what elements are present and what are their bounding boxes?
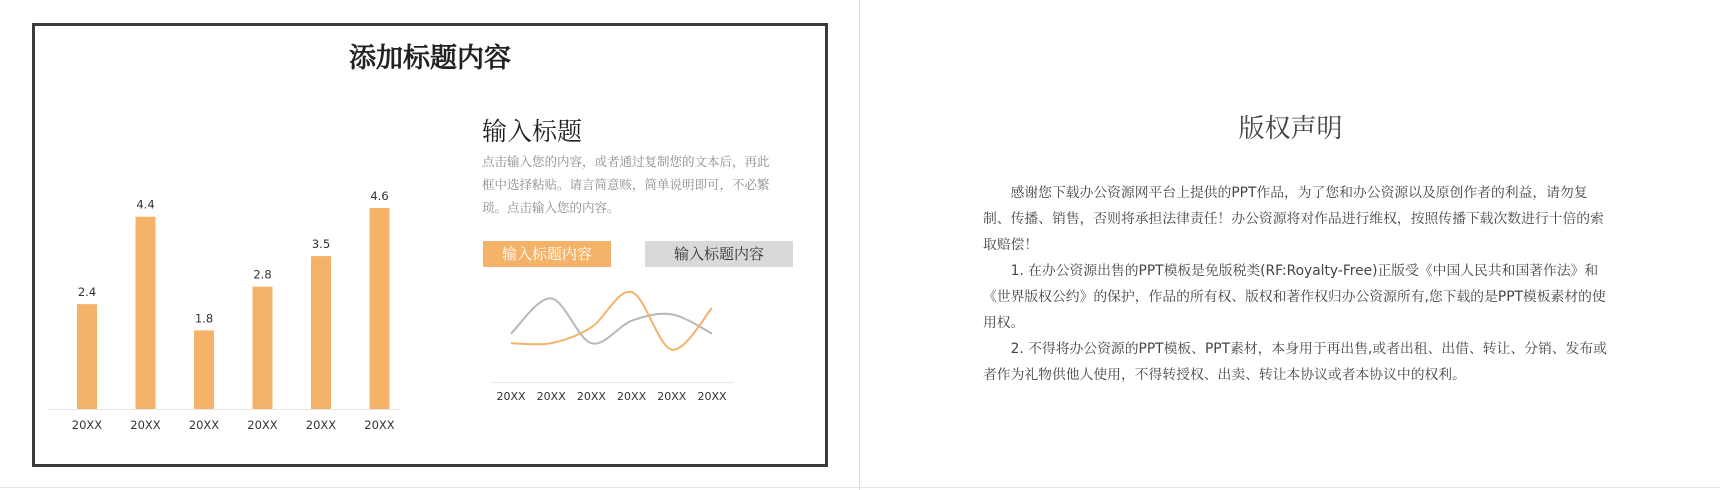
bar: [136, 217, 156, 409]
page-title: 添加标题内容: [349, 43, 511, 74]
x-tick-label: 20XX: [247, 418, 278, 432]
data-label: 3.5: [311, 237, 331, 252]
bar: [253, 287, 273, 409]
section-title: 输入标题: [482, 117, 583, 146]
x-tick-label: 20XX: [305, 418, 337, 432]
slide-copyright: [861, 0, 1720, 490]
data-label: 1.8: [194, 311, 214, 326]
copyright-paragraph: 感谢您下载办公资源网平台上提供的PPT作品，为了您和办公资源以及原创作者的利益，请勿复制、传播、销售，否则将承担法律责任！办公资源将对作品进行维权，按照传播下载次数进行十倍的索取赔偿！: [983, 185, 1604, 253]
slide-chart: [32, 23, 828, 467]
data-label: 4.6: [370, 189, 389, 203]
slide-divider: [859, 0, 860, 490]
bar: [370, 208, 390, 409]
x-tick-label: 20XX: [617, 390, 647, 403]
bar-chart: [49, 176, 469, 446]
x-tick-label: 20XX: [536, 390, 566, 403]
series-line: [511, 292, 712, 350]
data-label: 2.8: [253, 267, 272, 282]
secondary-title-button[interactable]: 输入标题内容: [645, 241, 793, 267]
x-tick-label: 20XX: [697, 390, 727, 403]
x-tick-label: 20XX: [71, 418, 103, 432]
data-label: 2.4: [77, 285, 97, 300]
x-tick-label: 20XX: [657, 390, 687, 403]
x-tick-label: 20XX: [130, 418, 161, 432]
x-tick-label: 20XX: [188, 418, 220, 432]
bar: [311, 256, 331, 409]
page-bottom-border: [0, 487, 1720, 488]
bar: [194, 330, 214, 409]
x-tick-label: 20XX: [364, 418, 395, 432]
x-tick-label: 20XX: [576, 390, 606, 403]
bar: [77, 304, 97, 409]
copyright-body: [983, 180, 1608, 388]
description-text: 点击输入您的内容，或者通过复制您的文本后，再此框中选择粘贴。请言简意赅，简单说明即可，不必繁琐。点击输入您的内容。: [482, 154, 770, 215]
line-chart: [491, 284, 791, 444]
copyright-paragraph: 2. 不得将办公资源的PPT模板、PPT素材，本身用于再出售,或者出租、出借、转让、分销、发布或者作为礼物供他人使用，不得转授权、出卖、转让本协议或者本协议中的权利。: [983, 341, 1607, 383]
copyright-paragraph: 1. 在办公资源出售的PPT模板是免版税类(RF:Royalty-Free)正版受《中国人民共和国著作法》和《世界版权公约》的保护，作品的所有权、版权和著作权归办公资源所有,您下载的是PPT模板素材的使用权。: [983, 263, 1606, 331]
copyright-title: 版权声明: [1238, 114, 1343, 144]
data-label: 4.4: [136, 197, 155, 212]
x-tick-label: 20XX: [496, 390, 526, 403]
primary-title-button[interactable]: 输入标题内容: [483, 241, 611, 267]
